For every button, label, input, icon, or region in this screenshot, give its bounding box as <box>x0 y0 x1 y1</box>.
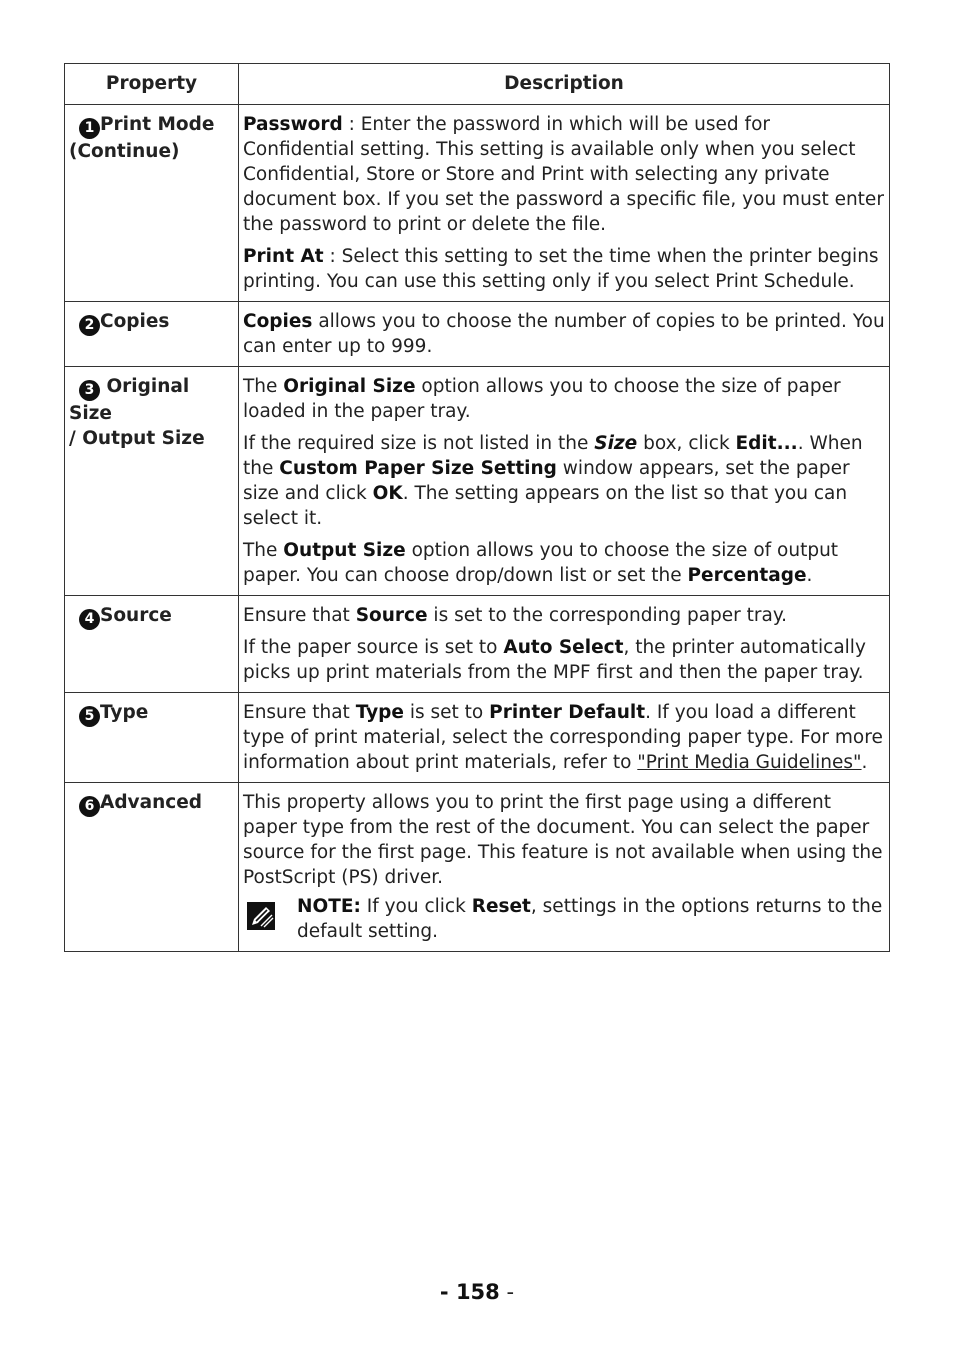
numbered-marker-icon: 5 <box>79 706 100 727</box>
text-run: box, click <box>637 433 736 454</box>
bold-term: Reset <box>471 896 531 917</box>
table-row <box>65 693 890 783</box>
text-run: This property allows you to print the first page using a different paper type from the rest of the document. You can select the paper source for the first page. This feature is not available when using the PostScript (PS) driver. <box>243 792 883 888</box>
text-run: . The setting appears on the list so that you can select it. <box>243 483 848 529</box>
description-paragraph <box>243 431 885 531</box>
numbered-marker-icon: 6 <box>79 796 100 817</box>
cross-reference-link[interactable]: "Print Media Guidelines" <box>637 752 862 773</box>
bold-term: Output Size <box>283 540 406 561</box>
text-run: The <box>243 376 284 397</box>
description-paragraph <box>243 790 885 890</box>
property-cell <box>65 302 239 367</box>
property-cell <box>65 596 239 693</box>
bold-term: OK <box>372 483 403 504</box>
text-run: If the paper source is set to <box>243 637 504 658</box>
property-label: Source <box>100 605 172 626</box>
page-number-suffix: - <box>499 1280 515 1304</box>
description-paragraph <box>243 112 885 237</box>
property-label: / Output Size <box>69 428 205 449</box>
numbered-marker-icon: 3 <box>79 380 100 401</box>
numbered-marker-icon: 2 <box>79 315 100 336</box>
table-row <box>65 783 890 952</box>
description-paragraph <box>243 538 885 588</box>
property-table <box>64 63 890 952</box>
text-run: option allows you to choose the size of output paper. You can choose drop/down list or set the <box>243 540 839 586</box>
bold-term: Edit... <box>735 433 798 454</box>
property-cell <box>65 367 239 596</box>
property-cell <box>65 783 239 952</box>
text-run: , the printer automatically picks up print materials from the MPF first and then the paper tray. <box>243 637 866 683</box>
text-run: is set to <box>403 702 490 723</box>
bold-term: NOTE: <box>297 896 361 917</box>
numbered-marker-icon: 4 <box>79 609 100 630</box>
text-run: . <box>806 565 813 586</box>
text-run: option allows you to choose the size of paper loaded in the paper tray. <box>243 376 841 422</box>
property-label: (Continue) <box>69 141 180 162</box>
property-label: Original Size <box>69 376 190 424</box>
text-run: , settings in the options returns to the default setting. <box>297 896 883 942</box>
page-number: - 158 <box>439 1280 500 1304</box>
page-footer <box>0 1278 954 1306</box>
table-row <box>65 596 890 693</box>
header-property: Property <box>65 64 239 105</box>
bold-term: Source <box>355 605 428 626</box>
description-cell <box>239 302 890 367</box>
property-label: Copies <box>100 311 170 332</box>
text-run: allows you to choose the number of copies to be printed. You can enter up to 999. <box>243 311 885 357</box>
text-run: window appears, set the paper size and click <box>243 458 850 504</box>
text-run: The <box>243 540 284 561</box>
text-run: If the required size is not listed in the <box>243 433 595 454</box>
bold-term: Password <box>243 114 343 135</box>
table-row <box>65 302 890 367</box>
description-cell <box>239 105 890 302</box>
bold-term: Print At <box>243 246 324 267</box>
property-cell <box>65 105 239 302</box>
bold-term: Type <box>355 702 404 723</box>
table-row <box>65 367 890 596</box>
bold-italic-term: Size <box>594 433 638 454</box>
text-run: : Enter the password in which will be used for Confidential setting. This setting is available only when you select Confidential, Store or Store and Print with selecting any private document box. If you set the password a specific file, you must enter the password to print or delete the file. <box>243 114 884 235</box>
text-run: . <box>861 752 868 773</box>
bold-term: Custom Paper Size Setting <box>279 458 557 479</box>
numbered-marker-icon: 1 <box>79 118 100 139</box>
text-run: Ensure that <box>243 702 356 723</box>
description-paragraph <box>243 244 885 294</box>
bold-term: Auto Select <box>503 637 624 658</box>
text-run: . When the <box>243 433 863 479</box>
property-cell <box>65 693 239 783</box>
property-label: Type <box>100 702 149 723</box>
description-cell <box>239 693 890 783</box>
text-run: Ensure that <box>243 605 356 626</box>
table-header-row <box>65 64 890 105</box>
description-paragraph <box>243 635 885 685</box>
bold-term: Copies <box>243 311 313 332</box>
bold-term: Printer Default <box>489 702 646 723</box>
description-paragraph <box>243 374 885 424</box>
bold-term: Original Size <box>283 376 416 397</box>
description-paragraph <box>243 700 885 775</box>
note-block <box>243 894 885 944</box>
property-label: Print Mode <box>100 114 215 135</box>
header-description: Description <box>239 64 890 105</box>
description-paragraph <box>243 603 885 628</box>
table-row <box>65 105 890 302</box>
description-cell <box>239 783 890 952</box>
bold-term: Percentage <box>687 565 807 586</box>
text-run: is set to the corresponding paper tray. <box>427 605 788 626</box>
note-pencil-icon <box>247 902 275 930</box>
note-text <box>297 894 885 944</box>
description-paragraph <box>243 309 885 359</box>
property-label: Advanced <box>100 792 203 813</box>
description-cell <box>239 367 890 596</box>
text-run: . If you load a different type of print material, select the corresponding paper type. For more information about print materials, refer to <box>243 702 883 773</box>
text-run: : Select this setting to set the time when the printer begins printing. You can use this setting only if you select Print Schedule. <box>243 246 879 292</box>
text-run: If you click <box>360 896 472 917</box>
description-cell <box>239 596 890 693</box>
